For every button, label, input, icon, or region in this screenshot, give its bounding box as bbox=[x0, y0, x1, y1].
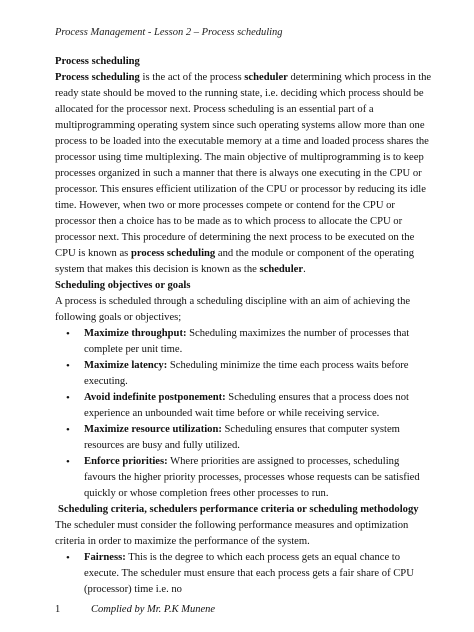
list-item-text: Scheduling maximizes the number of processes that complete per unit time. bbox=[84, 328, 410, 355]
list-item-term: Maximize resource utilization: bbox=[84, 424, 222, 435]
paragraph-text: is the act of the process bbox=[139, 72, 245, 83]
bullet-icon: • bbox=[66, 328, 70, 340]
objectives-heading: Scheduling objectives or goals bbox=[55, 280, 191, 291]
bold-term: process scheduling bbox=[130, 248, 216, 259]
objectives-list bbox=[55, 326, 433, 502]
list-item bbox=[55, 326, 433, 358]
bullet-icon: • bbox=[66, 456, 70, 468]
list-item-term: Maximize latency: bbox=[84, 360, 168, 371]
list-item bbox=[55, 550, 433, 598]
list-item-text: This is the degree to which each process gets an equal chance to execute. The scheduler must ensure that each process gets a fair share of CPU (processor) time i.e. no bbox=[84, 552, 414, 595]
bold-term: scheduler bbox=[244, 72, 288, 83]
bullet-icon: • bbox=[66, 424, 70, 436]
page-header: Process Management - Lesson 2 – Process scheduling bbox=[55, 27, 283, 38]
list-item-term: Enforce priorities: bbox=[84, 456, 168, 467]
list-item-term: Fairness: bbox=[84, 552, 126, 563]
list-item bbox=[55, 422, 433, 454]
bullet-icon: • bbox=[66, 360, 70, 372]
paragraph-text: and the module or component of the operating system that makes this decision is known as the bbox=[55, 248, 415, 275]
bullet-icon: • bbox=[66, 552, 70, 564]
bullet-icon: • bbox=[66, 392, 70, 404]
objectives-intro: A process is scheduled through a scheduling discipline with an aim of achieving the following goals or objectives; bbox=[55, 296, 411, 323]
list-item-text: Scheduling minimize the time each process waits before executing. bbox=[84, 360, 409, 387]
list-item-term: Avoid indefinite postponement: bbox=[84, 392, 226, 403]
list-item-term: Maximize throughput: bbox=[84, 328, 187, 339]
bold-term: scheduler bbox=[259, 264, 304, 275]
section-title: Process scheduling bbox=[55, 56, 140, 67]
paragraph-text: . bbox=[303, 264, 306, 275]
bold-term: Process scheduling bbox=[55, 72, 140, 83]
page-number: 1 bbox=[55, 604, 61, 615]
criteria-heading: Scheduling criteria, schedulers performance criteria or scheduling methodology bbox=[58, 504, 419, 515]
intro-paragraph bbox=[55, 70, 433, 278]
document-body bbox=[55, 54, 433, 598]
list-item-text: Where priorities are assigned to processes, scheduling favours the higher priority processes, processes whose requests can be satisfied quickly or whose completion frees other processes to run. bbox=[84, 456, 420, 499]
list-item-text: Scheduling ensures that computer system resources are busy and fully utilized. bbox=[84, 424, 400, 451]
list-item bbox=[55, 358, 433, 390]
criteria-list bbox=[55, 550, 433, 598]
criteria-intro: The scheduler must consider the following performance measures and optimization criteria in order to maximize the performance of the system. bbox=[55, 520, 409, 547]
paragraph-text: determining which process in the ready state should be moved to the running state, i.e. deciding which process should be allocated for the processor next. Process scheduling is an essential part of a multiprogramming operating system since such operating systems allow more than one process to be loaded into the executable memory at a time and loaded process shares the processor using time multiplexing. The main objective of multiprogramming is to keep processes organized in such a manner that there is always one executing in the CPU or processor. This ensures efficient utilization of the CPU or processor by reducing its idle time. However, when two or more processes compete or contend for the CPU or processor then a choice has to be made as to which process to allocate the CPU or processor next. This procedure of determining the next process to be executed on the CPU is known as bbox=[55, 72, 432, 259]
list-item-text: Scheduling ensures that a process does not experience an unbounded wait time before or while receiving service. bbox=[84, 392, 409, 419]
list-item bbox=[55, 390, 433, 422]
list-item bbox=[55, 454, 433, 502]
author-credit: Complied by Mr. P.K Munene bbox=[91, 604, 216, 615]
